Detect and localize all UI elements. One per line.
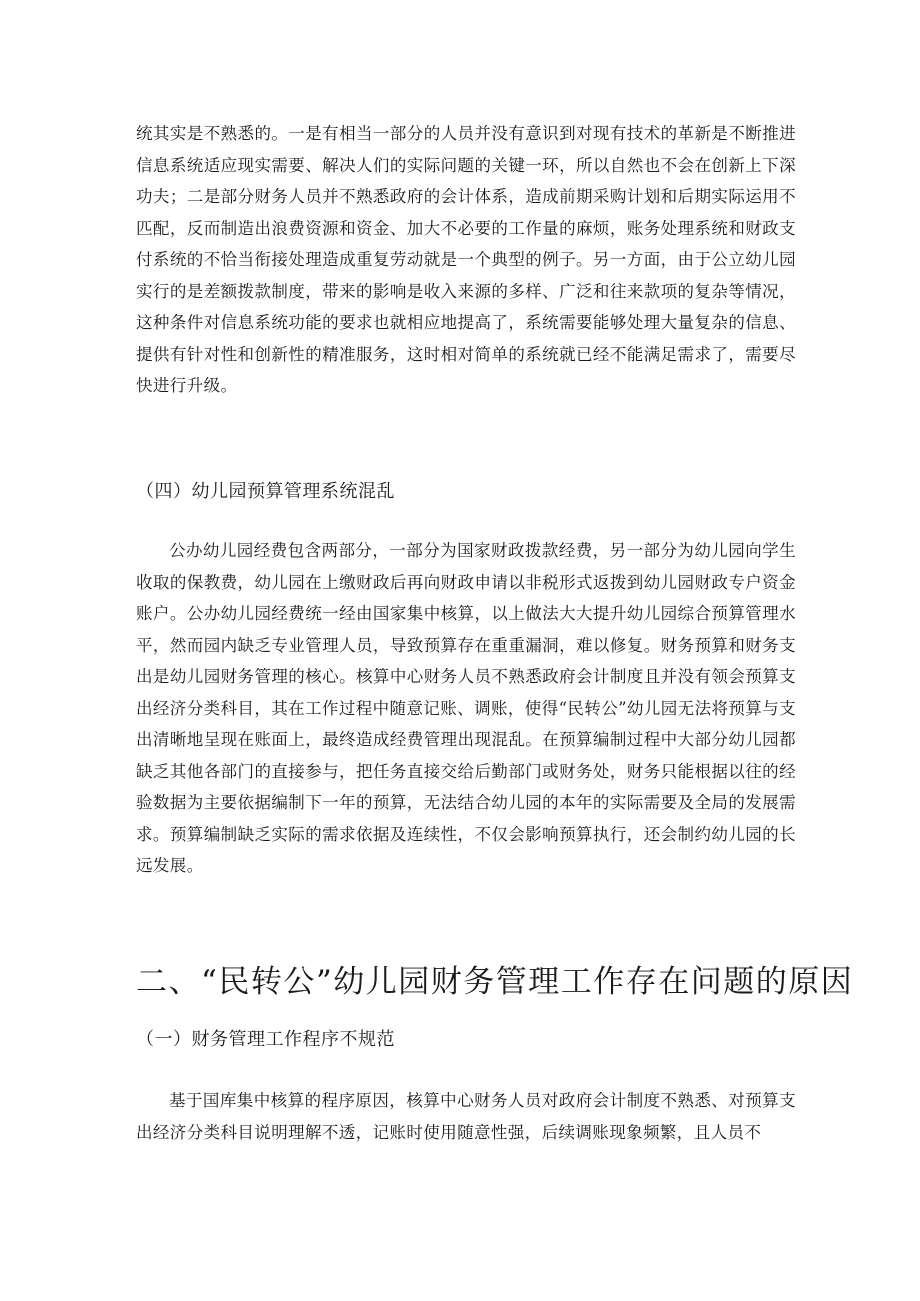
- body-paragraph-continued: 统其实是不熟悉的。一是有相当一部分的人员并没有意识到对现有技术的革新是不断推进信息系统适应现实需要、解决人们的实际问题的关键一环，所以自然也不会在创新上下深功夫；二是部分财务人员并不熟悉政府的会计体系，造成前期采购计划和后期实际运用不匹配，反而制造出浪费资源和资金、加大不必要的工作量的麻烦，账务处理系统和财政支付系统的不恰当衔接处理造成重复劳动就是一个典型的例子。另一方面，由于公立幼儿园实行的是差额拨款制度，带来的影响是收入来源的多样、广泛和往来款项的复杂等情况，这种条件对信息系统功能的要求也就相应地提高了，系统需要能够处理大量复杂的信息、提供有针对性和创新性的精准服务，这时相对简单的系统就已经不能满足需求了，需要尽快进行升级。: [136, 124, 796, 395]
- chapter-heading-2: 二、“民转公”幼儿园财务管理工作存在问题的原因: [136, 964, 854, 1000]
- body-paragraph-procedure: 基于国库集中核算的程序原因，核算中心财务人员对政府会计制度不熟悉、对预算支出经济分类科目说明理解不透，记账时使用随意性强，后续调账现象频繁，且人员不: [136, 1091, 796, 1142]
- section-heading-4: （四）幼儿园预算管理系统混乱: [136, 481, 395, 502]
- body-paragraph-budget-chaos: 公办幼儿园经费包含两部分，一部分为国家财政拨款经费，另一部分为幼儿园向学生收取的保教费，幼儿园在上缴财政后再向财政申请以非税形式返拨到幼儿园财政专户资金账户。公办幼儿园经费统一经由国家集中核算，以上做法大大提升幼儿园综合预算管理水平，然而园内缺乏专业管理人员，导致预算存在重重漏洞，难以修复。财务预算和财务支出是幼儿园财务管理的核心。核算中心财务人员不熟悉政府会计制度且并没有领会预算支出经济分类科目，其在工作过程中随意记账、调账，使得“民转公”幼儿园无法将预算与支出清晰地呈现在账面上，最终造成经费管理出现混乱。在预算编制过程中大部分幼儿园都缺乏其他各部门的直接参与，把任务直接交给后勤部门或财务处，财务只能根据以往的经验数据为主要依据编制下一年的预算，无法结合幼儿园的本年的实际需要及全局的发展需求。预算编制缺乏实际的需求依据及连续性，不仅会影响预算执行，还会制约幼儿园的长远发展。: [136, 541, 796, 875]
- section-heading-1: （一）财务管理工作程序不规范: [136, 1029, 395, 1050]
